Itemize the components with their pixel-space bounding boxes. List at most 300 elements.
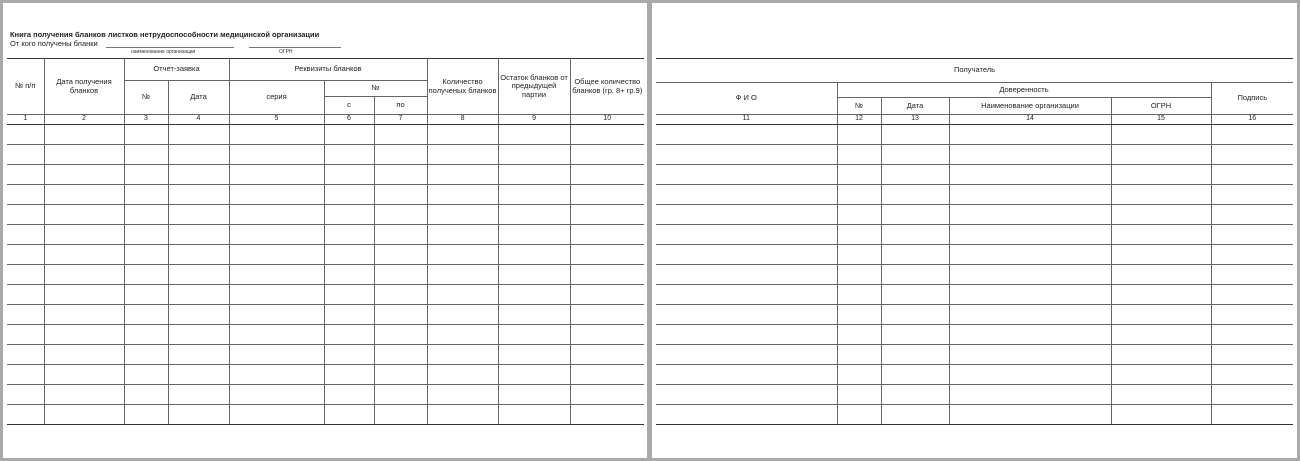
table-cell[interactable] (949, 245, 1111, 265)
left-table-body (7, 125, 644, 425)
table-cell[interactable] (570, 345, 644, 365)
header-total: Общее количество бланков (гр. 8+ гр.9) (570, 59, 644, 115)
header-poa-no: № (837, 98, 881, 115)
header-qty-received: Количество полученых бланков (427, 59, 498, 115)
header-report-date: Дата (168, 81, 229, 115)
table-cell[interactable] (44, 365, 124, 385)
table-cell[interactable] (498, 365, 570, 385)
table-cell[interactable] (324, 225, 374, 245)
header-poa-date: Дата (881, 98, 949, 115)
header-fio: Ф И О (656, 83, 837, 115)
table-cell[interactable] (7, 145, 44, 165)
table-cell[interactable] (881, 345, 949, 365)
table-cell[interactable] (498, 265, 570, 285)
header-number: № (324, 81, 427, 97)
header-remainder: Остаток бланков от предыдущей партии (498, 59, 570, 115)
recipient-table (656, 58, 1293, 425)
table-cell[interactable] (1211, 245, 1293, 265)
table-row (7, 125, 644, 145)
table-cell[interactable] (656, 185, 837, 205)
table-row (656, 265, 1293, 285)
table-cell[interactable] (374, 345, 427, 365)
table-cell[interactable] (427, 385, 498, 405)
table-cell[interactable] (881, 125, 949, 145)
table-cell[interactable] (881, 305, 949, 325)
table-cell[interactable] (949, 185, 1111, 205)
table-cell[interactable] (324, 125, 374, 145)
table-cell[interactable] (7, 325, 44, 345)
table-cell[interactable] (498, 245, 570, 265)
table-cell[interactable] (44, 305, 124, 325)
table-cell[interactable] (656, 225, 837, 245)
table-cell[interactable] (1111, 245, 1211, 265)
table-cell[interactable] (837, 285, 881, 305)
table-cell[interactable] (656, 205, 837, 225)
table-cell[interactable] (168, 245, 229, 265)
table-cell[interactable] (949, 385, 1111, 405)
table-cell[interactable] (229, 285, 324, 305)
table-cell[interactable] (374, 165, 427, 185)
table-cell[interactable] (427, 125, 498, 145)
table-cell[interactable] (324, 265, 374, 285)
table-cell[interactable] (837, 205, 881, 225)
table-cell[interactable] (168, 405, 229, 425)
header-form-details: Реквизиты бланков (229, 59, 427, 81)
table-cell[interactable] (881, 225, 949, 245)
table-cell[interactable] (1111, 305, 1211, 325)
table-cell[interactable] (124, 245, 168, 265)
table-cell[interactable] (168, 225, 229, 245)
table-cell[interactable] (168, 285, 229, 305)
ogrn-line[interactable] (249, 47, 341, 48)
col-number-5: 5 (229, 115, 324, 125)
table-cell[interactable] (837, 345, 881, 365)
table-cell[interactable] (229, 245, 324, 265)
table-cell[interactable] (229, 265, 324, 285)
table-cell[interactable] (374, 125, 427, 145)
table-cell[interactable] (570, 385, 644, 405)
table-cell[interactable] (7, 265, 44, 285)
header-recipient: Получатель (656, 59, 1293, 83)
table-cell[interactable] (949, 405, 1111, 425)
table-cell[interactable] (656, 265, 837, 285)
header-date-received: Дата получения бланков (44, 59, 124, 115)
table-cell[interactable] (44, 185, 124, 205)
table-cell[interactable] (1111, 165, 1211, 185)
table-row (7, 225, 644, 245)
table-cell[interactable] (1211, 345, 1293, 365)
table-cell[interactable] (1111, 185, 1211, 205)
table-cell[interactable] (656, 145, 837, 165)
table-cell[interactable] (949, 285, 1111, 305)
table-cell[interactable] (168, 145, 229, 165)
table-cell[interactable] (570, 365, 644, 385)
table-cell[interactable] (44, 265, 124, 285)
table-cell[interactable] (837, 145, 881, 165)
table-cell[interactable] (949, 205, 1111, 225)
table-cell[interactable] (570, 325, 644, 345)
table-cell[interactable] (124, 345, 168, 365)
table-cell[interactable] (427, 405, 498, 425)
table-cell[interactable] (427, 165, 498, 185)
table-cell[interactable] (656, 405, 837, 425)
table-cell[interactable] (498, 385, 570, 405)
table-cell[interactable] (1111, 265, 1211, 285)
header-num: № п/п (7, 59, 44, 115)
table-cell[interactable] (229, 405, 324, 425)
table-cell[interactable] (881, 265, 949, 285)
table-cell[interactable] (124, 205, 168, 225)
ogrn-caption: ОГРН (279, 49, 293, 55)
table-row (7, 345, 644, 365)
table-cell[interactable] (1111, 345, 1211, 365)
table-cell[interactable] (837, 325, 881, 345)
table-cell[interactable] (1211, 225, 1293, 245)
table-cell[interactable] (427, 265, 498, 285)
table-cell[interactable] (570, 405, 644, 425)
table-cell[interactable] (324, 365, 374, 385)
table-cell[interactable] (498, 225, 570, 245)
table-cell[interactable] (427, 285, 498, 305)
table-cell[interactable] (570, 205, 644, 225)
table-cell[interactable] (44, 165, 124, 185)
table-cell[interactable] (124, 305, 168, 325)
table-cell[interactable] (44, 385, 124, 405)
table-cell[interactable] (656, 385, 837, 405)
table-cell[interactable] (837, 165, 881, 185)
header-report-no: № (124, 81, 168, 115)
header-power-of-attorney: Доверенность (837, 83, 1211, 98)
table-cell[interactable] (324, 205, 374, 225)
table-cell[interactable] (570, 265, 644, 285)
table-cell[interactable] (374, 265, 427, 285)
table-cell[interactable] (1111, 225, 1211, 245)
table-cell[interactable] (7, 205, 44, 225)
table-cell[interactable] (656, 305, 837, 325)
table-cell[interactable] (324, 405, 374, 425)
table-cell[interactable] (656, 345, 837, 365)
table-cell[interactable] (229, 325, 324, 345)
table-cell[interactable] (44, 345, 124, 365)
table-cell[interactable] (168, 265, 229, 285)
table-cell[interactable] (837, 185, 881, 205)
table-cell[interactable] (949, 165, 1111, 185)
table-cell[interactable] (324, 325, 374, 345)
table-cell[interactable] (124, 125, 168, 145)
org-name-caption: наименование организации (131, 49, 196, 55)
table-cell[interactable] (881, 405, 949, 425)
table-cell[interactable] (229, 225, 324, 245)
table-cell[interactable] (168, 125, 229, 145)
table-cell[interactable] (44, 285, 124, 305)
table-cell[interactable] (44, 245, 124, 265)
table-cell[interactable] (374, 145, 427, 165)
table-cell[interactable] (881, 165, 949, 185)
table-cell[interactable] (324, 385, 374, 405)
table-cell[interactable] (374, 225, 427, 245)
table-cell[interactable] (374, 305, 427, 325)
header-org-name: Наименование организации (949, 98, 1111, 115)
table-row (7, 385, 644, 405)
table-cell[interactable] (837, 265, 881, 285)
table-cell[interactable] (44, 125, 124, 145)
table-cell[interactable] (7, 405, 44, 425)
table-cell[interactable] (949, 325, 1111, 345)
table-cell[interactable] (1211, 205, 1293, 225)
table-cell[interactable] (1111, 385, 1211, 405)
table-row (656, 385, 1293, 405)
table-cell[interactable] (656, 365, 837, 385)
table-cell[interactable] (1111, 365, 1211, 385)
table-cell[interactable] (44, 405, 124, 425)
table-cell[interactable] (427, 245, 498, 265)
table-cell[interactable] (1211, 125, 1293, 145)
table-cell[interactable] (7, 185, 44, 205)
table-cell[interactable] (881, 245, 949, 265)
table-cell[interactable] (1111, 145, 1211, 165)
table-row (7, 265, 644, 285)
table-cell[interactable] (374, 285, 427, 305)
table-cell[interactable] (656, 325, 837, 345)
table-cell[interactable] (124, 145, 168, 165)
table-cell[interactable] (124, 265, 168, 285)
table-cell[interactable] (1111, 405, 1211, 425)
table-row (656, 405, 1293, 425)
table-cell[interactable] (881, 205, 949, 225)
table-cell[interactable] (7, 385, 44, 405)
table-cell[interactable] (498, 345, 570, 365)
table-cell[interactable] (427, 185, 498, 205)
table-row (656, 165, 1293, 185)
table-cell[interactable] (427, 305, 498, 325)
table-cell[interactable] (427, 205, 498, 225)
table-cell[interactable] (44, 325, 124, 345)
table-row (656, 305, 1293, 325)
table-cell[interactable] (7, 125, 44, 145)
table-cell[interactable] (44, 205, 124, 225)
table-cell[interactable] (324, 285, 374, 305)
table-cell[interactable] (498, 325, 570, 345)
table-cell[interactable] (837, 385, 881, 405)
col-number-15: 15 (1111, 115, 1211, 125)
table-cell[interactable] (498, 205, 570, 225)
col-number-9: 9 (498, 115, 570, 125)
table-cell[interactable] (7, 225, 44, 245)
table-cell[interactable] (498, 165, 570, 185)
document-title: Книга получения бланков листков нетрудоспособности медицинской организации (10, 30, 320, 39)
table-cell[interactable] (229, 145, 324, 165)
table-cell[interactable] (1211, 305, 1293, 325)
header-series: серия (229, 81, 324, 115)
header-signature: Подпись (1211, 83, 1293, 115)
table-cell[interactable] (949, 225, 1111, 245)
table-cell[interactable] (324, 345, 374, 365)
table-cell[interactable] (124, 185, 168, 205)
table-cell[interactable] (1211, 325, 1293, 345)
table-cell[interactable] (229, 205, 324, 225)
table-cell[interactable] (498, 405, 570, 425)
table-cell[interactable] (44, 225, 124, 245)
table-cell[interactable] (656, 125, 837, 145)
table-cell[interactable] (374, 185, 427, 205)
table-cell[interactable] (229, 345, 324, 365)
table-cell[interactable] (837, 245, 881, 265)
table-cell[interactable] (1211, 145, 1293, 165)
org-name-line[interactable] (106, 47, 234, 48)
table-row (7, 405, 644, 425)
table-cell[interactable] (837, 305, 881, 325)
table-cell[interactable] (837, 405, 881, 425)
table-cell[interactable] (1211, 365, 1293, 385)
table-cell[interactable] (427, 145, 498, 165)
table-cell[interactable] (324, 145, 374, 165)
table-row (7, 205, 644, 225)
table-row (656, 285, 1293, 305)
table-cell[interactable] (124, 325, 168, 345)
table-cell[interactable] (570, 165, 644, 185)
table-cell[interactable] (168, 365, 229, 385)
table-cell[interactable] (124, 285, 168, 305)
table-cell[interactable] (881, 185, 949, 205)
table-cell[interactable] (949, 365, 1111, 385)
table-row (656, 245, 1293, 265)
table-cell[interactable] (656, 245, 837, 265)
col-number-8: 8 (427, 115, 498, 125)
table-cell[interactable] (881, 325, 949, 345)
table-cell[interactable] (168, 205, 229, 225)
table-cell[interactable] (124, 385, 168, 405)
table-cell[interactable] (949, 345, 1111, 365)
table-cell[interactable] (570, 125, 644, 145)
table-cell[interactable] (229, 185, 324, 205)
table-cell[interactable] (1211, 185, 1293, 205)
table-cell[interactable] (168, 305, 229, 325)
table-cell[interactable] (374, 365, 427, 385)
table-cell[interactable] (1111, 325, 1211, 345)
table-cell[interactable] (498, 145, 570, 165)
col-number-7: 7 (374, 115, 427, 125)
header-report-request: Отчет-заявка (124, 59, 229, 81)
table-cell[interactable] (837, 125, 881, 145)
table-cell[interactable] (837, 365, 881, 385)
right-page (652, 0, 1297, 455)
table-cell[interactable] (229, 305, 324, 325)
table-cell[interactable] (949, 265, 1111, 285)
table-cell[interactable] (427, 365, 498, 385)
table-cell[interactable] (427, 225, 498, 245)
table-cell[interactable] (1211, 165, 1293, 185)
table-cell[interactable] (168, 385, 229, 405)
table-cell[interactable] (498, 125, 570, 145)
table-cell[interactable] (1111, 205, 1211, 225)
col-number-1: 1 (7, 115, 44, 125)
table-cell[interactable] (374, 245, 427, 265)
table-cell[interactable] (124, 405, 168, 425)
table-cell[interactable] (1211, 385, 1293, 405)
table-cell[interactable] (949, 125, 1111, 145)
table-cell[interactable] (881, 385, 949, 405)
header-to: по (374, 97, 427, 115)
table-cell[interactable] (837, 225, 881, 245)
table-row (7, 145, 644, 165)
table-cell[interactable] (427, 345, 498, 365)
table-cell[interactable] (374, 385, 427, 405)
table-cell[interactable] (168, 325, 229, 345)
table-cell[interactable] (124, 365, 168, 385)
table-cell[interactable] (7, 365, 44, 385)
col-number-4: 4 (168, 115, 229, 125)
table-cell[interactable] (1111, 125, 1211, 145)
table-cell[interactable] (229, 365, 324, 385)
table-cell[interactable] (374, 205, 427, 225)
table-cell[interactable] (124, 225, 168, 245)
table-cell[interactable] (1111, 285, 1211, 305)
table-cell[interactable] (1211, 285, 1293, 305)
table-cell[interactable] (570, 285, 644, 305)
table-cell[interactable] (1211, 265, 1293, 285)
table-cell[interactable] (881, 145, 949, 165)
table-cell[interactable] (570, 305, 644, 325)
table-cell[interactable] (324, 185, 374, 205)
table-cell[interactable] (570, 185, 644, 205)
table-cell[interactable] (44, 145, 124, 165)
table-cell[interactable] (498, 285, 570, 305)
table-cell[interactable] (229, 165, 324, 185)
table-cell[interactable] (324, 305, 374, 325)
table-cell[interactable] (7, 245, 44, 265)
col-number-3: 3 (124, 115, 168, 125)
table-cell[interactable] (168, 185, 229, 205)
table-row (7, 325, 644, 345)
table-cell[interactable] (949, 305, 1111, 325)
table-cell[interactable] (1211, 405, 1293, 425)
table-cell[interactable] (570, 145, 644, 165)
table-cell[interactable] (498, 305, 570, 325)
table-row (656, 145, 1293, 165)
table-cell[interactable] (168, 345, 229, 365)
table-cell[interactable] (570, 225, 644, 245)
table-row (7, 365, 644, 385)
table-cell[interactable] (427, 325, 498, 345)
table-cell[interactable] (7, 285, 44, 305)
table-cell[interactable] (7, 305, 44, 325)
table-cell[interactable] (570, 245, 644, 265)
table-cell[interactable] (881, 365, 949, 385)
table-row (7, 285, 644, 305)
table-cell[interactable] (229, 385, 324, 405)
table-cell[interactable] (656, 285, 837, 305)
col-number-10: 10 (570, 115, 644, 125)
table-cell[interactable] (324, 245, 374, 265)
table-cell[interactable] (949, 145, 1111, 165)
table-cell[interactable] (374, 405, 427, 425)
table-cell[interactable] (7, 165, 44, 185)
table-cell[interactable] (881, 285, 949, 305)
table-cell[interactable] (498, 185, 570, 205)
table-row (7, 305, 644, 325)
from-label: От кого получены бланки (10, 39, 98, 48)
table-cell[interactable] (324, 165, 374, 185)
table-cell[interactable] (374, 325, 427, 345)
table-cell[interactable] (7, 345, 44, 365)
table-cell[interactable] (656, 165, 837, 185)
col-number-2: 2 (44, 115, 124, 125)
header-ogrn: ОГРН (1111, 98, 1211, 115)
table-cell[interactable] (124, 165, 168, 185)
col-number-11: 11 (656, 115, 837, 125)
table-cell[interactable] (229, 125, 324, 145)
table-cell[interactable] (168, 165, 229, 185)
